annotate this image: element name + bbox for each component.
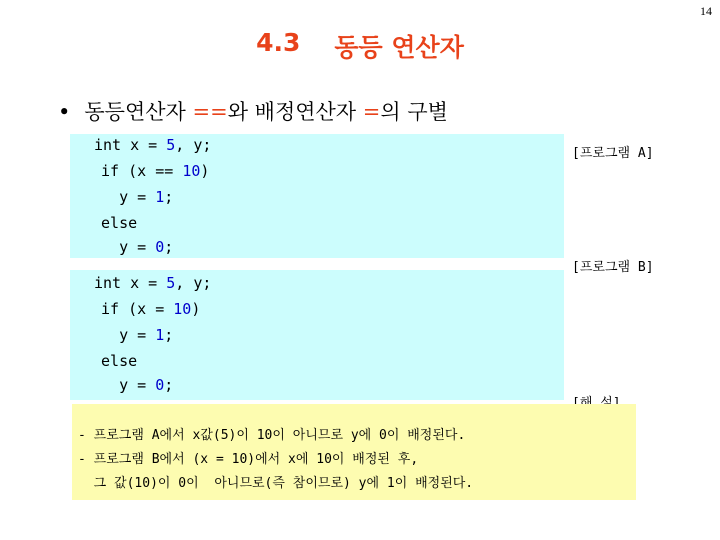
code-text: , y; (175, 274, 212, 292)
code-line (94, 136, 211, 154)
code-number: 0 (155, 376, 165, 394)
code-text: if (x = (92, 300, 174, 318)
code-line (92, 326, 173, 344)
code-text: ; (164, 188, 174, 206)
program-a-code-box (70, 134, 564, 258)
explanation-line: - 프로그램 B에서 (x = 10)에서 x에 10이 배정된 후, (78, 452, 419, 467)
section-title: 동등 연산자 (334, 33, 464, 62)
explanation-box (72, 404, 636, 500)
assignment-operator: = (362, 100, 381, 124)
code-text: int x = (94, 136, 167, 154)
code-line (92, 188, 173, 206)
section-number: 4.3 (256, 28, 301, 57)
equality-operator: == (192, 100, 228, 124)
code-text: if (x == (92, 162, 183, 180)
code-line (92, 238, 173, 256)
code-text: ; (164, 238, 174, 256)
code-text: else (92, 352, 138, 370)
code-number: 0 (155, 238, 165, 256)
explanation-line: - 프로그램 A에서 x값(5)이 10이 아니므로 y에 0이 배정된다. (78, 428, 466, 443)
code-text: ; (164, 326, 174, 344)
code-line (92, 300, 200, 318)
code-line (92, 376, 173, 394)
slide-title (0, 28, 720, 64)
code-text: y = (92, 376, 156, 394)
bullet-text-1: 동등연산자 (84, 100, 193, 124)
code-number: 1 (155, 326, 165, 344)
code-text: ) (200, 162, 210, 180)
program-b-code-box (70, 270, 564, 400)
code-text: ) (191, 300, 201, 318)
code-number: 1 (155, 188, 165, 206)
explanation-line: 그 값(10)이 0이 아니므로(즉 참이므로) y에 1이 배정된다. (78, 476, 474, 491)
code-text: ; (164, 376, 174, 394)
page-number: 14 (700, 4, 712, 18)
code-text: y = (92, 238, 156, 256)
code-text: else (92, 214, 138, 232)
program-b-label: [프로그램 B] (572, 260, 654, 275)
code-text: int x = (94, 274, 167, 292)
code-line (92, 214, 137, 232)
bullet-heading (58, 96, 448, 126)
code-number: 5 (166, 136, 176, 154)
code-number: 10 (182, 162, 201, 180)
code-line (94, 274, 211, 292)
code-number: 5 (166, 274, 176, 292)
code-text: y = (92, 326, 156, 344)
code-number: 10 (173, 300, 192, 318)
code-line (92, 352, 137, 370)
code-text: , y; (175, 136, 212, 154)
code-line (92, 162, 209, 180)
bullet-dot: • (58, 100, 71, 124)
code-text: y = (92, 188, 156, 206)
bullet-text-2: 와 배정연산자 (227, 100, 363, 124)
bullet-text-3: 의 구별 (380, 100, 448, 124)
program-a-label: [프로그램 A] (572, 146, 654, 161)
